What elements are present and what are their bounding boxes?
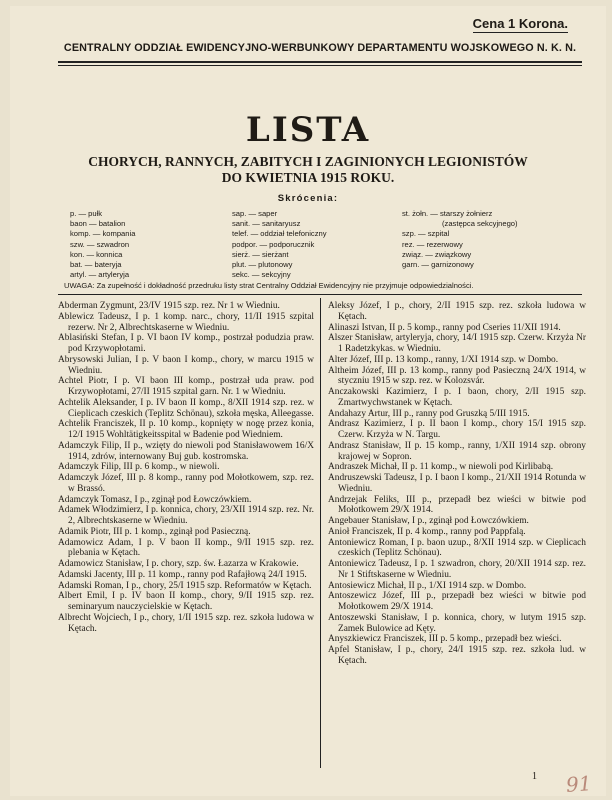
page-number: 1 xyxy=(532,771,537,782)
list-entry: Adamczyk Filip, III p. 6 komp., w niewoli. xyxy=(58,462,220,473)
entries-column-right xyxy=(328,301,586,667)
list-entry: Achtel Piotr, I p. VI baon III komp., postrzał uda praw. pod Krzywopłotami, 27/II 1915 szpital garn. Nr. 1 w Wiedniu. xyxy=(58,376,314,397)
abbreviation: bat. — bateryja xyxy=(70,260,122,270)
abbreviation: podpor. — podporucznik xyxy=(232,239,315,249)
list-entry: Alter Józef, III p. 13 komp., ranny, 1/XI 1914 szp. w Dombo. xyxy=(328,354,559,365)
abbreviation: rez. — rezerwowy xyxy=(402,239,463,249)
abbreviation: kon. — konnica xyxy=(70,249,123,259)
abbreviations-heading: Skrócenia: xyxy=(277,193,339,204)
abbreviation: artyl. — artyleryja xyxy=(70,270,130,280)
abbreviation: komp. — kompania xyxy=(70,229,136,239)
list-entry: Adamczyk Filip, II p., wzięty do niewoli pod Stanisławowem 16/X 1914, zdrów, internowany Buj gub. kostromska. xyxy=(58,440,314,462)
list-entry: Adamowicz Adam, I p. V baon II komp., 9/II 1915 szp. rez. plebania w Kętach. xyxy=(58,537,314,559)
list-entry: Aleksy Józef, I p., chory, 2/II 1915 szp. rez. szkoła ludowa w Kętach. xyxy=(328,301,586,322)
list-entry: Andrasz Stanisław, II p. 15 komp., ranny, 1/XII 1914 szp. obrony krajowej w Sopron. xyxy=(328,440,586,462)
list-entry: Ablewicz Tadeusz, I p. 1 komp. narc., chory, 11/II 1915 szpital rezerw. Nr 2, Albrechtskaserne w Wiedniu. xyxy=(58,311,314,333)
list-entry: Ablasiński Stefan, I p. VI baon IV komp., postrzał podudzia praw. pod Krzywopłotami. xyxy=(58,333,314,354)
list-entry: Anioł Franciszek, II p. 4 komp., ranny pod Pappfalą. xyxy=(328,526,526,537)
abbreviation: szp. — szpital xyxy=(402,229,450,239)
abbreviation: sekc. — sekcyjny xyxy=(232,270,291,280)
list-entry: Anczakowski Kazimierz, I p. I baon, chory, 2/II 1915 szp. Zmartwychwstanek w Kętach. xyxy=(328,387,586,408)
subtitle-line-1: CHORYCH, RANNYCH, ZABITYCH I ZAGINIONYCH LEGIONISTÓW xyxy=(88,154,528,169)
list-entry: Antoszewski Stanisław, I p. konnica, chory, w lutym 1915 szp. Zamek Bulowice ad Kęty. xyxy=(328,612,586,634)
list-entry: Andrzejak Feliks, III p., przepadł bez wieści w bitwie pod Mołotkowem 29/X 1914. xyxy=(328,494,586,516)
list-entry: Anyszkiewicz Franciszek, III p. 5 komp., przepadł bez wieści. xyxy=(328,634,562,645)
list-entry: Antosiewicz Michał, II p., 1/XI 1914 szp. w Dombo. xyxy=(328,580,527,591)
abbreviations-column-3 xyxy=(402,209,518,270)
list-entry: Achtelik Franciszek, II p. 10 komp., kopnięty w nogę przez konia, 12/I 1915 Wohltätigkeitsspital w Badenie pod Wiedniem. xyxy=(58,419,314,440)
abbreviation: związ. — związkowy xyxy=(402,249,472,259)
handwritten-mark: 91 xyxy=(565,771,593,797)
abbreviation: baon — batalion xyxy=(70,219,126,229)
list-top-rule xyxy=(58,294,582,295)
organization-header: CENTRALNY ODDZIAŁ EWIDENCYJNO-WERBUNKOWY DEPARTAMENTU WOJSKOWEGO N. K. N. xyxy=(63,42,577,54)
abbreviation: telef. — oddział telefoniczny xyxy=(232,229,327,239)
document-page xyxy=(10,6,606,796)
list-entry: Adamek Włodzimierz, I p. konnica, chory, 23/XII 1914 szp. rez. Nr. 2, Albrechtskaserne w Wiedniu. xyxy=(58,505,314,526)
list-entry: Adamczyk Józef, III p. 8 komp., ranny pod Mołotkowem, szp. rez. w Brassó. xyxy=(58,473,314,494)
subtitle-line-2: DO KWIETNIA 1915 ROKU. xyxy=(221,170,395,185)
list-entry: Andraszek Michał, II p. 11 komp., w niewoli pod Kirlibabą. xyxy=(328,462,554,473)
abbreviation: sanit. — sanitaryusz xyxy=(232,219,301,229)
list-entry: Albert Emil, I p. IV baon II komp., chory, 9/II 1915 szp. rez. seminaryum nauczycielskie w Kętach. xyxy=(58,591,314,612)
entries-column-left xyxy=(58,301,314,634)
list-entry: Adamczyk Tomasz, I p., zginął pod Łowczówkiem. xyxy=(58,494,252,505)
header-rule-thin xyxy=(58,65,582,66)
list-entry: Abrysowski Julian, I p. V baon I komp., chory, w marcu 1915 w Wiedniu. xyxy=(58,354,314,376)
abbreviation: (zastępca sekcyjnego) xyxy=(442,219,518,229)
list-entry: Angebauer Stanisław, I p., zginął pod Łowczówkiem. xyxy=(328,516,529,526)
list-entry: Albrecht Wojciech, I p., chory, 1/II 1915 szp. rez. szkoła ludowa w Kętach. xyxy=(58,612,314,634)
abbreviation: plut. — plutonowy xyxy=(232,260,293,270)
list-entry: Adamski Roman, I p., chory, 25/I 1915 szp. Reformatów w Kętach. xyxy=(58,580,312,591)
list-entry: Alszer Stanisław, artyleryja, chory, 14/I 1915 szp. Czerw. Krzyża Nr 1 Radetzkykas. w Wiedniu. xyxy=(328,333,586,354)
list-entry: Adamik Piotr, III p. 1 komp., zginął pod Pasieczną. xyxy=(58,526,251,537)
column-divider xyxy=(320,298,321,768)
abbreviation: p. — pułk xyxy=(70,209,103,218)
page-subtitle xyxy=(10,154,606,186)
disclaimer-note: UWAGA: Za zupełność i dokładność przedruku listy strat Centralny Oddział Ewidencyjny nie przyjmuje odpowiedzialności. xyxy=(64,281,474,290)
abbreviations-column-2 xyxy=(232,209,327,280)
header-rule-thick xyxy=(58,61,582,63)
list-entry: Adamowicz Stanisław, I p. chory, szp. św. Łazarza w Krakowie. xyxy=(58,559,299,569)
abbreviation: sierż. — sierżant xyxy=(232,249,289,259)
list-entry: Antoniewicz Roman, I p. baon uzup., 8/XII 1914 szp. w Cieplicach czeskich (Teplitz Schönau). xyxy=(328,537,586,559)
list-entry: Antoniewicz Tadeusz, I p. 1 szwadron, chory, 20/XII 1914 szp. rez. Nr 1 Stiftskaserne w Wiedniu. xyxy=(328,559,586,580)
list-entry: Andahazy Artur, III p., ranny pod Gruszką 5/III 1915. xyxy=(328,408,530,419)
list-entry: Alinaszi Istvan, II p. 5 komp., ranny pod Cseries 11/XII 1914. xyxy=(328,322,561,333)
abbreviation: garn. — garnizonowy xyxy=(402,260,474,270)
price-label: Cena 1 Korona. xyxy=(472,16,568,31)
list-entry: Achtelik Aleksander, I p. IV baon II komp., 8/XII 1914 szp. rez. w Cieplicach czeskich (Teplitz Schönau), szkoła męska, Alleegasse. xyxy=(58,397,314,419)
abbreviation: sap. — saper xyxy=(232,209,278,218)
abbreviations-column-1 xyxy=(70,209,135,280)
list-entry: Abderman Zygmunt, 23/IV 1915 szp. rez. Nr 1 w Wiedniu. xyxy=(58,301,280,311)
abbreviation: st. żołn. — starszy żołnierz xyxy=(402,209,493,218)
list-entry: Adamski Jacenty, III p. 11 komp., ranny pod Rafajłową 24/I 1915. xyxy=(58,569,307,580)
list-entry: Andruszewski Tadeusz, I p. I baon I komp., 21/XII 1914 Rotunda w Wiedniu. xyxy=(328,473,586,494)
list-entry: Andrasz Kazimierz, I p. II baon I komp., chory 15/I 1915 szp. Czerw. Krzyża w N. Targu. xyxy=(328,419,586,440)
list-entry: Altheim Józef, III p. 13 komp., ranny pod Pasieczną 24/X 1914, w styczniu 1915 w szp. rez. w Kolozsvár. xyxy=(328,365,586,387)
abbreviation: szw. — szwadron xyxy=(70,239,130,249)
list-entry: Antoszewicz Józef, III p., przepadł bez wieści w bitwie pod Mołotkowem 29/X 1914. xyxy=(328,591,586,612)
page-title: LISTA xyxy=(245,110,371,150)
list-entry: Apfel Stanisław, I p., chory, 24/I 1915 szp. rez. szkoła lud. w Kętach. xyxy=(328,645,586,666)
